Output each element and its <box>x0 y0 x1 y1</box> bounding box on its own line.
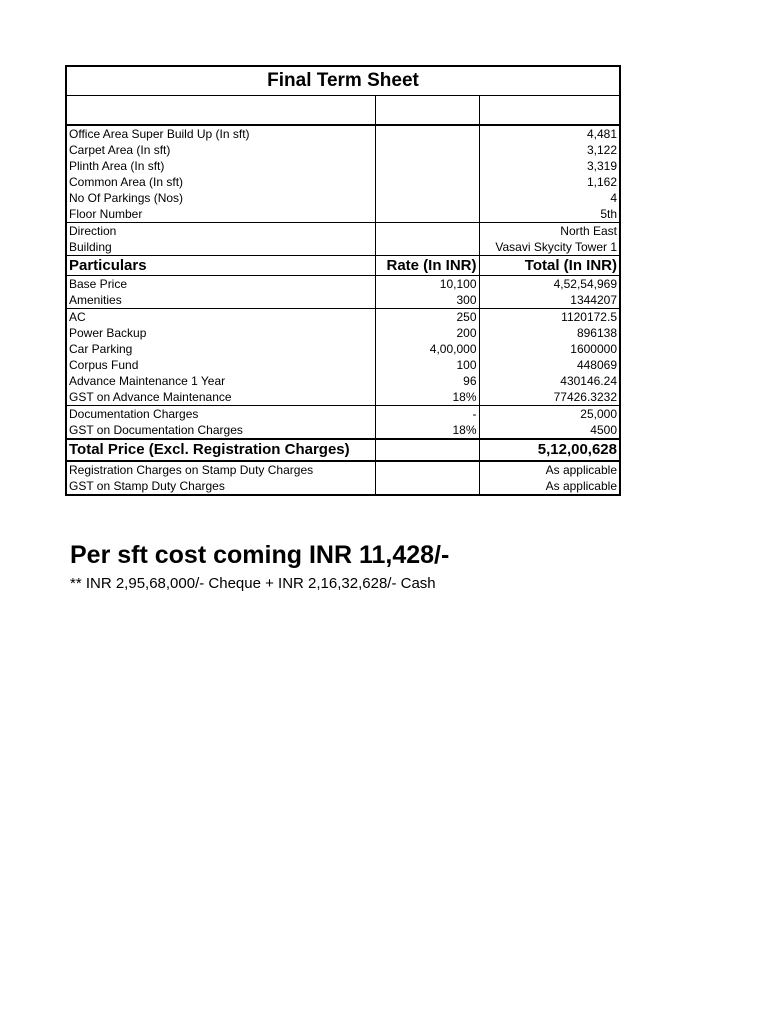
particulars-header: Particulars <box>66 256 375 276</box>
row-label: Registration Charges on Stamp Duty Charges <box>66 461 375 478</box>
row-rate <box>375 206 479 223</box>
row-label: Direction <box>66 223 375 240</box>
row-rate <box>375 174 479 190</box>
row-rate: 100 <box>375 357 479 373</box>
per-sft-cost: Per sft cost coming INR 11,428/- <box>70 541 450 569</box>
row-label: Base Price <box>66 276 375 293</box>
row-rate <box>375 125 479 142</box>
row-label: Floor Number <box>66 206 375 223</box>
table-row <box>66 389 620 406</box>
table-row <box>66 206 620 223</box>
row-value: As applicable <box>479 478 620 495</box>
title-row <box>66 66 620 96</box>
row-label: GST on Documentation Charges <box>66 422 375 439</box>
blank-row <box>66 96 620 126</box>
row-value: As applicable <box>479 461 620 478</box>
row-rate: 300 <box>375 292 479 309</box>
row-label: AC <box>66 309 375 326</box>
row-label: Power Backup <box>66 325 375 341</box>
row-value: 1600000 <box>479 341 620 357</box>
term-sheet-table <box>65 65 621 496</box>
row-rate: 96 <box>375 373 479 389</box>
row-value: 1344207 <box>479 292 620 309</box>
row-rate <box>375 461 479 478</box>
total-value: 5,12,00,628 <box>479 439 620 461</box>
table-row <box>66 406 620 423</box>
row-label: Documentation Charges <box>66 406 375 423</box>
row-rate: - <box>375 406 479 423</box>
row-rate <box>375 478 479 495</box>
row-label: Amenities <box>66 292 375 309</box>
header-row <box>66 256 620 276</box>
table-row <box>66 478 620 495</box>
row-rate: 10,100 <box>375 276 479 293</box>
table-row <box>66 223 620 240</box>
row-label: No Of Parkings (Nos) <box>66 190 375 206</box>
row-label: Common Area (In sft) <box>66 174 375 190</box>
sheet-title: Final Term Sheet <box>66 66 620 96</box>
row-value: 3,122 <box>479 142 620 158</box>
total-label: Total Price (Excl. Registration Charges) <box>66 439 375 461</box>
table-row <box>66 461 620 478</box>
row-value: North East <box>479 223 620 240</box>
row-label: Office Area Super Build Up (In sft) <box>66 125 375 142</box>
payment-note: ** INR 2,95,68,000/- Cheque + INR 2,16,32,628/- Cash <box>70 575 436 592</box>
blank-cell <box>66 96 375 126</box>
table-row <box>66 309 620 326</box>
row-rate: 4,00,000 <box>375 341 479 357</box>
table-row <box>66 158 620 174</box>
row-value: 896138 <box>479 325 620 341</box>
row-rate: 18% <box>375 422 479 439</box>
row-label: Advance Maintenance 1 Year <box>66 373 375 389</box>
row-label: Car Parking <box>66 341 375 357</box>
table-row <box>66 190 620 206</box>
table-row <box>66 174 620 190</box>
row-value: 77426.3232 <box>479 389 620 406</box>
table-row <box>66 239 620 256</box>
row-rate <box>375 142 479 158</box>
row-value: 448069 <box>479 357 620 373</box>
blank-cell <box>479 96 620 126</box>
row-value: 1120172.5 <box>479 309 620 326</box>
table-row <box>66 276 620 293</box>
row-value: 4 <box>479 190 620 206</box>
row-rate <box>375 190 479 206</box>
total-header: Total (In INR) <box>479 256 620 276</box>
row-value: 25,000 <box>479 406 620 423</box>
row-label: Corpus Fund <box>66 357 375 373</box>
rate-header: Rate (In INR) <box>375 256 479 276</box>
table-row <box>66 142 620 158</box>
row-label: GST on Advance Maintenance <box>66 389 375 406</box>
total-rate <box>375 439 479 461</box>
row-value: 1,162 <box>479 174 620 190</box>
table-row <box>66 357 620 373</box>
row-rate: 18% <box>375 389 479 406</box>
row-rate: 200 <box>375 325 479 341</box>
table-row <box>66 125 620 142</box>
blank-cell <box>375 96 479 126</box>
row-value: 4,52,54,969 <box>479 276 620 293</box>
total-row <box>66 439 620 461</box>
row-label: Building <box>66 239 375 256</box>
row-value: Vasavi Skycity Tower 1 <box>479 239 620 256</box>
table-row <box>66 341 620 357</box>
table-row <box>66 325 620 341</box>
row-rate <box>375 158 479 174</box>
table-row <box>66 373 620 389</box>
row-label: Plinth Area (In sft) <box>66 158 375 174</box>
row-value: 4,481 <box>479 125 620 142</box>
row-rate <box>375 223 479 240</box>
row-value: 3,319 <box>479 158 620 174</box>
row-value: 4500 <box>479 422 620 439</box>
row-rate <box>375 239 479 256</box>
row-rate: 250 <box>375 309 479 326</box>
row-label: GST on Stamp Duty Charges <box>66 478 375 495</box>
row-value: 430146.24 <box>479 373 620 389</box>
table-row <box>66 422 620 439</box>
table-row <box>66 292 620 309</box>
row-label: Carpet Area (In sft) <box>66 142 375 158</box>
row-value: 5th <box>479 206 620 223</box>
